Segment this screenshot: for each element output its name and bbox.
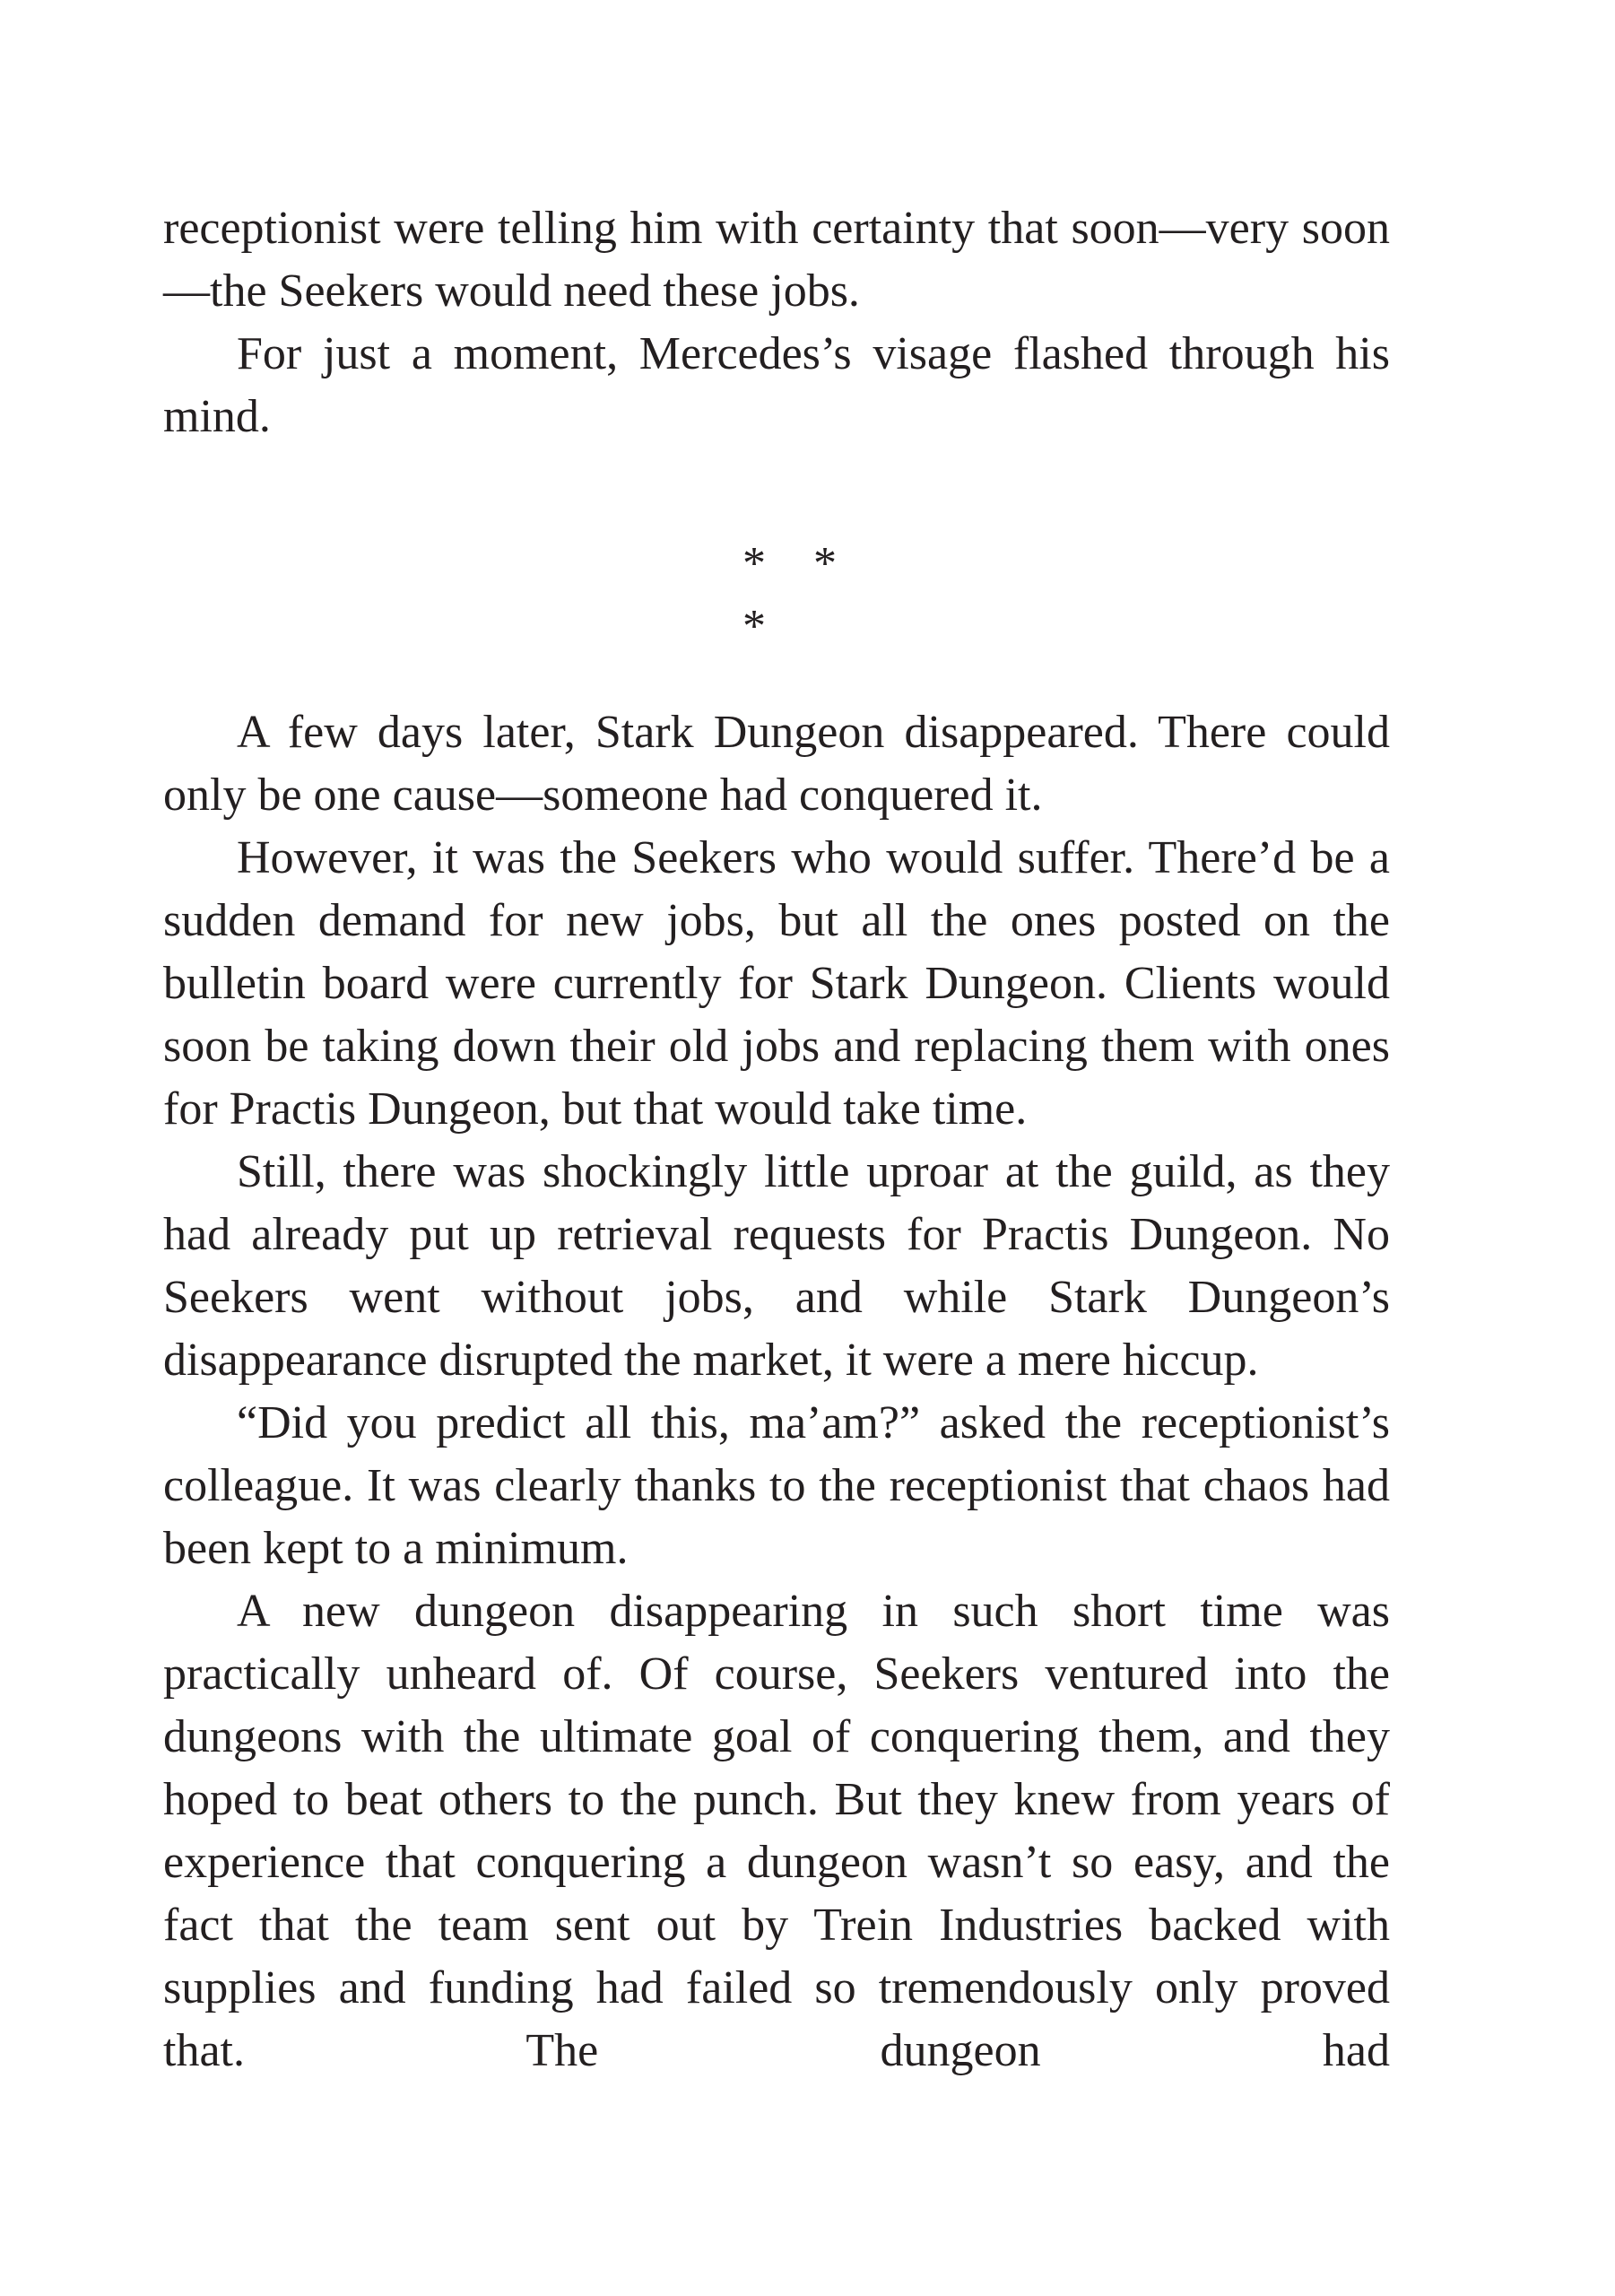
paragraph: “Did you predict all this, ma’am?” asked the receptionist’s colleague. It was clearly thanks to the receptionist that chaos had been kept to a minimum. bbox=[163, 1397, 1390, 1574]
paragraph-continued: receptionist were telling him with certainty that soon—very soon—the Seekers would need these jobs. bbox=[163, 203, 1390, 317]
paragraph: A few days later, Stark Dungeon disappeared. There could only be one cause—someone had conquered it. bbox=[163, 707, 1390, 821]
paragraph: However, it was the Seekers who would suffer. There’d be a sudden demand for new jobs, but all the ones posted on the bulletin board were currently for Stark Dungeon. Clients would soon be taking down their old jobs and replacing them with ones for Practis Dungeon, but that would take time. bbox=[163, 832, 1390, 1135]
scene-break bbox=[163, 448, 1390, 701]
scene-break-asterisks: * * * bbox=[742, 538, 837, 652]
paragraph: For just a moment, Mercedes’s visage flashed through his mind. bbox=[163, 328, 1390, 442]
paragraph: Still, there was shockingly little uproar at the guild, as they had already put up retrieval requests for Practis Dungeon. No Seekers went without jobs, and while Stark Dungeon’s disappearance disrupted the market, it were a mere hiccup. bbox=[163, 1146, 1390, 1386]
body-text bbox=[163, 197, 1390, 2083]
paragraph-continues-next-page: A new dungeon disappearing in such short time was practically unheard of. Of course, Seekers ventured into the dungeons with the ultimate goal of conquering them, and they hoped to beat others to the punch. But they knew from years of experience that conquering a dungeon wasn’t so easy, and the fact that the team sent out by Trein Industries backed with supplies and funding had failed so tremendously only proved that. The dungeon had bbox=[163, 1586, 1390, 2076]
